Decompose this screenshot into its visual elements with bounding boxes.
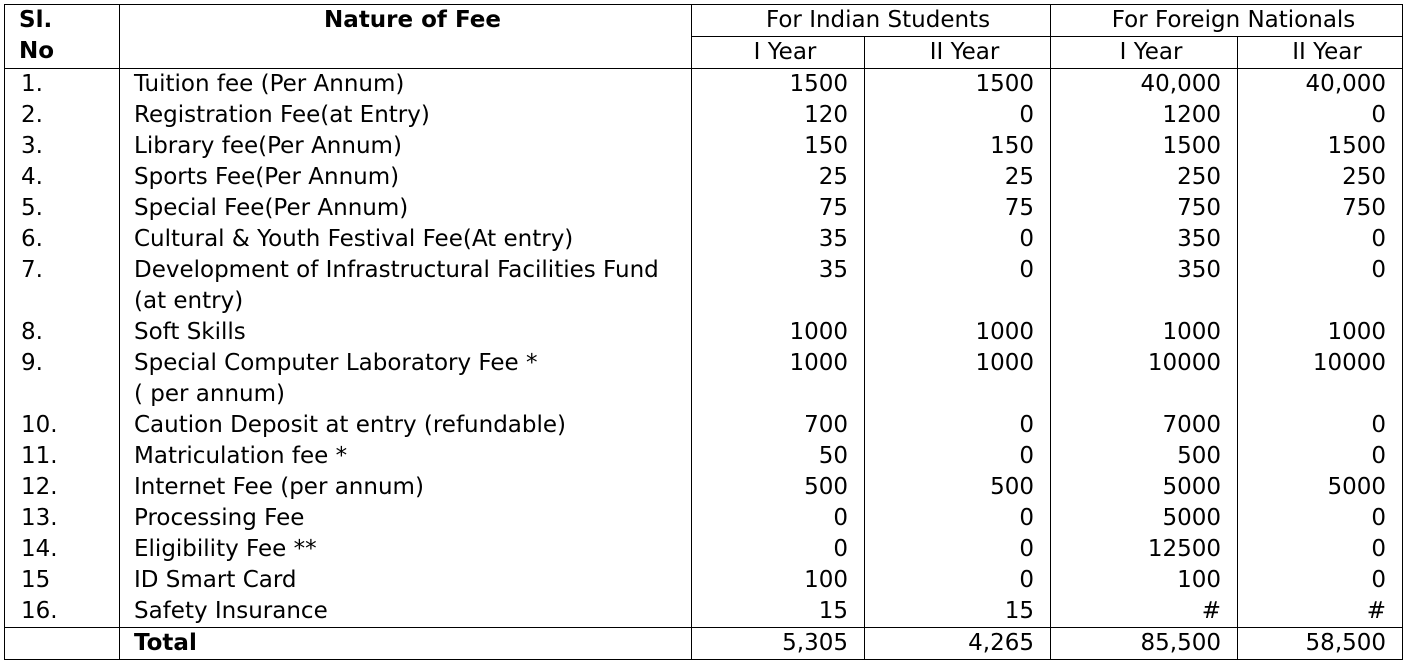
indian-year1-cell: 15: [692, 596, 865, 628]
foreign-year2-cell: 0: [1238, 565, 1403, 596]
indian-year2-cell: 0: [865, 534, 1051, 565]
indian-year2-cell: 0: [865, 224, 1051, 255]
indian-year1-cell: 100: [692, 565, 865, 596]
foreign-year1-header: I Year: [1051, 37, 1238, 69]
nature-of-fee-header: Nature of Fee: [120, 5, 692, 69]
total-foreign-year1: 85,500: [1051, 628, 1238, 660]
foreign-year1-cell: 250: [1051, 162, 1238, 193]
indian-year1-cell: 1000: [692, 317, 865, 348]
sl-no-cell: 5.: [5, 193, 120, 224]
table-row: [5, 410, 1403, 441]
fee-name-cell: Safety Insurance: [120, 596, 692, 628]
fee-name-cell: Matriculation fee *: [120, 441, 692, 472]
fee-name-cell: Processing Fee: [120, 503, 692, 534]
indian-year2-cell: 0: [865, 410, 1051, 441]
foreign-year1-cell: 5000: [1051, 472, 1238, 503]
sl-no-cell: 11.: [5, 441, 120, 472]
foreign-year1-cell: 10000: [1051, 348, 1238, 410]
foreign-nationals-header: For Foreign Nationals: [1051, 5, 1403, 37]
foreign-year2-cell: 0: [1238, 410, 1403, 441]
fee-name-cell: Development of Infrastructural Facilities Fund (at entry): [120, 255, 692, 317]
total-foreign-year2: 58,500: [1238, 628, 1403, 660]
fee-name-cell: Eligibility Fee **: [120, 534, 692, 565]
foreign-year2-cell: 0: [1238, 441, 1403, 472]
indian-year2-cell: 150: [865, 131, 1051, 162]
indian-year2-cell: 0: [865, 441, 1051, 472]
fee-name-cell: Registration Fee(at Entry): [120, 100, 692, 131]
indian-year1-cell: 700: [692, 410, 865, 441]
fee-table: [4, 4, 1403, 660]
sl-no-cell: 6.: [5, 224, 120, 255]
foreign-year2-cell: 0: [1238, 534, 1403, 565]
fee-name-cell: Cultural & Youth Festival Fee(At entry): [120, 224, 692, 255]
table-row: [5, 224, 1403, 255]
foreign-year1-cell: #: [1051, 596, 1238, 628]
foreign-year1-cell: 500: [1051, 441, 1238, 472]
indian-year2-cell: 25: [865, 162, 1051, 193]
foreign-year2-cell: 10000: [1238, 348, 1403, 410]
table-row: [5, 100, 1403, 131]
table-row: [5, 69, 1403, 101]
total-row: [5, 628, 1403, 660]
fee-name-cell: Internet Fee (per annum): [120, 472, 692, 503]
fee-name-cell: Special Computer Laboratory Fee * ( per annum): [120, 348, 692, 410]
fee-name-cell: Sports Fee(Per Annum): [120, 162, 692, 193]
indian-year1-cell: 25: [692, 162, 865, 193]
sl-no-cell: 3.: [5, 131, 120, 162]
indian-year2-cell: 1000: [865, 317, 1051, 348]
sl-no-header-line1: Sl.: [19, 7, 53, 33]
foreign-year1-cell: 350: [1051, 224, 1238, 255]
foreign-year1-cell: 1000: [1051, 317, 1238, 348]
sl-no-cell: 8.: [5, 317, 120, 348]
indian-year1-cell: 50: [692, 441, 865, 472]
foreign-year1-cell: 1500: [1051, 131, 1238, 162]
indian-year2-cell: 0: [865, 255, 1051, 317]
foreign-year1-cell: 350: [1051, 255, 1238, 317]
table-row: [5, 255, 1403, 317]
indian-year1-cell: 35: [692, 255, 865, 317]
table-row: [5, 193, 1403, 224]
indian-year2-cell: 1000: [865, 348, 1051, 410]
foreign-year2-cell: 40,000: [1238, 69, 1403, 101]
foreign-year1-cell: 750: [1051, 193, 1238, 224]
foreign-year2-cell: 750: [1238, 193, 1403, 224]
indian-year2-cell: 0: [865, 503, 1051, 534]
indian-year1-cell: 1000: [692, 348, 865, 410]
total-indian-year1: 5,305: [692, 628, 865, 660]
foreign-year2-cell: 0: [1238, 224, 1403, 255]
table-row: [5, 441, 1403, 472]
fee-name-cell: Special Fee(Per Annum): [120, 193, 692, 224]
fee-name-cell: Library fee(Per Annum): [120, 131, 692, 162]
foreign-year2-header: II Year: [1238, 37, 1403, 69]
foreign-year2-cell: 1500: [1238, 131, 1403, 162]
sl-no-cell: 14.: [5, 534, 120, 565]
table-row: [5, 317, 1403, 348]
foreign-year1-cell: 5000: [1051, 503, 1238, 534]
table-row: [5, 162, 1403, 193]
table-row: [5, 503, 1403, 534]
foreign-year1-cell: 12500: [1051, 534, 1238, 565]
indian-year2-cell: 0: [865, 565, 1051, 596]
sl-no-cell: 10.: [5, 410, 120, 441]
sl-no-header: [5, 5, 120, 69]
sl-no-header-line2: No: [19, 38, 55, 64]
indian-year1-cell: 120: [692, 100, 865, 131]
table-row: [5, 131, 1403, 162]
fee-name-cell: ID Smart Card: [120, 565, 692, 596]
indian-year2-cell: 0: [865, 100, 1051, 131]
foreign-year1-cell: 7000: [1051, 410, 1238, 441]
indian-students-header: For Indian Students: [692, 5, 1051, 37]
sl-no-cell: 13.: [5, 503, 120, 534]
sl-no-cell: 9.: [5, 348, 120, 410]
indian-year1-cell: 0: [692, 503, 865, 534]
table-row: [5, 534, 1403, 565]
indian-year1-cell: 1500: [692, 69, 865, 101]
total-indian-year2: 4,265: [865, 628, 1051, 660]
foreign-year2-cell: 0: [1238, 503, 1403, 534]
sl-no-cell: 16.: [5, 596, 120, 628]
indian-year2-cell: 75: [865, 193, 1051, 224]
sl-no-cell: 2.: [5, 100, 120, 131]
table-row: [5, 596, 1403, 628]
table-row: [5, 348, 1403, 410]
sl-no-cell: 4.: [5, 162, 120, 193]
table-row: [5, 565, 1403, 596]
foreign-year1-cell: 1200: [1051, 100, 1238, 131]
foreign-year2-cell: 250: [1238, 162, 1403, 193]
indian-year2-cell: 15: [865, 596, 1051, 628]
indian-year1-header: I Year: [692, 37, 865, 69]
foreign-year2-cell: 0: [1238, 100, 1403, 131]
sl-no-cell: 1.: [5, 69, 120, 101]
total-empty-cell: [5, 628, 120, 660]
fee-name-cell: Tuition fee (Per Annum): [120, 69, 692, 101]
table-row: [5, 472, 1403, 503]
foreign-year1-cell: 100: [1051, 565, 1238, 596]
foreign-year2-cell: 1000: [1238, 317, 1403, 348]
fee-name-cell: Caution Deposit at entry (refundable): [120, 410, 692, 441]
foreign-year2-cell: 5000: [1238, 472, 1403, 503]
fee-name-cell: Soft Skills: [120, 317, 692, 348]
foreign-year2-cell: #: [1238, 596, 1403, 628]
indian-year1-cell: 0: [692, 534, 865, 565]
indian-year1-cell: 500: [692, 472, 865, 503]
sl-no-cell: 12.: [5, 472, 120, 503]
indian-year1-cell: 150: [692, 131, 865, 162]
total-label-cell: Total: [120, 628, 692, 660]
indian-year2-cell: 500: [865, 472, 1051, 503]
indian-year2-header: II Year: [865, 37, 1051, 69]
foreign-year1-cell: 40,000: [1051, 69, 1238, 101]
indian-year1-cell: 35: [692, 224, 865, 255]
sl-no-cell: 7.: [5, 255, 120, 317]
sl-no-cell: 15: [5, 565, 120, 596]
indian-year2-cell: 1500: [865, 69, 1051, 101]
foreign-year2-cell: 0: [1238, 255, 1403, 317]
indian-year1-cell: 75: [692, 193, 865, 224]
